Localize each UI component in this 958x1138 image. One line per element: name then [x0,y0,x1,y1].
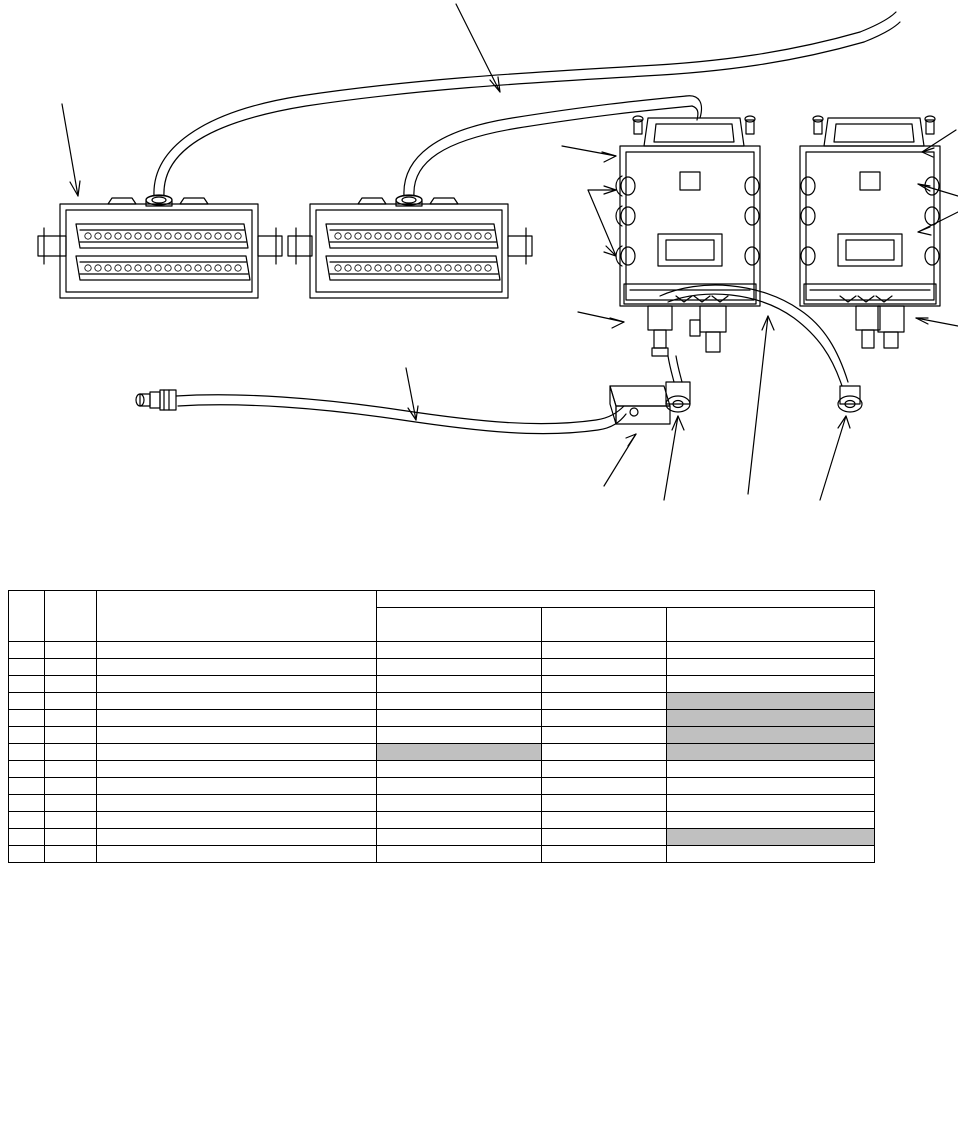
cell-item [9,761,45,778]
cell-variant-b [542,693,667,710]
cell-variant-a [377,727,542,744]
cell-item [9,659,45,676]
table-row [9,761,875,778]
cell-variant-a [377,778,542,795]
header-description [97,591,377,642]
cell-description [97,829,377,846]
cell-item [9,846,45,863]
cell-description [97,795,377,812]
cell-qty [45,676,97,693]
cell-variant-a [377,710,542,727]
connector-plug-left [610,356,690,424]
ribbon-cable-upper-left [154,12,900,196]
cell-variant-c [667,778,875,795]
parts-list-table [8,590,875,863]
table-row [9,795,875,812]
cell-description [97,710,377,727]
cell-variant-b [542,795,667,812]
table-row [9,778,875,795]
cell-item [9,727,45,744]
cell-item [9,829,45,846]
cell-item [9,812,45,829]
cell-variant-b [542,761,667,778]
cell-description [97,812,377,829]
cell-item [9,778,45,795]
table-row [9,642,875,659]
cell-variant-a [377,659,542,676]
table-row [9,727,875,744]
cell-qty [45,710,97,727]
cable-assembly-exploded-view [0,0,958,560]
power-cable-lower [136,390,626,434]
cell-variant-b [542,744,667,761]
cell-variant-a [377,795,542,812]
cell-variant-c [667,744,875,761]
header-group [377,591,875,608]
cell-variant-c [667,727,875,744]
cell-item [9,744,45,761]
cell-variant-c [667,812,875,829]
cell-item [9,693,45,710]
callout-leaders [62,4,958,500]
cell-description [97,761,377,778]
cell-variant-c [667,642,875,659]
cell-variant-a [377,812,542,829]
cell-qty [45,642,97,659]
cell-variant-a [377,642,542,659]
header-qty [45,591,97,642]
cell-qty [45,812,97,829]
cell-variant-c [667,795,875,812]
cell-variant-c [667,676,875,693]
cell-variant-a [377,846,542,863]
terminal-block-module-left [38,195,282,298]
table-row [9,659,875,676]
cell-variant-b [542,676,667,693]
cell-description [97,659,377,676]
cell-variant-b [542,829,667,846]
cell-description [97,642,377,659]
cell-qty [45,829,97,846]
table-row [9,812,875,829]
table-row [9,829,875,846]
cell-qty [45,761,97,778]
cell-item [9,642,45,659]
cell-description [97,676,377,693]
cell-qty [45,846,97,863]
cell-variant-c [667,761,875,778]
parts-list-container [8,590,874,863]
table-row [9,744,875,761]
cell-qty [45,744,97,761]
cell-item [9,676,45,693]
header-sub-b [542,608,667,642]
header-sub-a [377,608,542,642]
cell-variant-b [542,727,667,744]
illustration-svg [0,0,958,560]
cell-variant-b [542,642,667,659]
terminal-block-module-right [288,195,532,298]
cell-description [97,727,377,744]
cell-description [97,846,377,863]
cell-qty [45,659,97,676]
cell-qty [45,795,97,812]
cell-description [97,693,377,710]
cell-variant-b [542,812,667,829]
cell-variant-c [667,846,875,863]
cell-variant-b [542,710,667,727]
cell-variant-a [377,693,542,710]
cell-variant-c [667,693,875,710]
cell-variant-a [377,761,542,778]
cell-variant-b [542,659,667,676]
table-row [9,693,875,710]
header-item [9,591,45,642]
cell-variant-a [377,829,542,846]
parts-list-body [9,642,875,863]
cell-variant-a [377,744,542,761]
cell-variant-b [542,846,667,863]
cell-description [97,744,377,761]
cell-variant-c [667,659,875,676]
header-sub-c [667,608,875,642]
cell-qty [45,778,97,795]
table-row [9,676,875,693]
cell-item [9,710,45,727]
table-header-row-1 [9,591,875,608]
cell-item [9,795,45,812]
cell-variant-c [667,710,875,727]
junction-box-left [616,116,760,356]
cell-qty [45,727,97,744]
cell-qty [45,693,97,710]
cell-variant-c [667,829,875,846]
table-row [9,846,875,863]
cell-variant-a [377,676,542,693]
cell-description [97,778,377,795]
cell-variant-b [542,778,667,795]
table-row [9,710,875,727]
